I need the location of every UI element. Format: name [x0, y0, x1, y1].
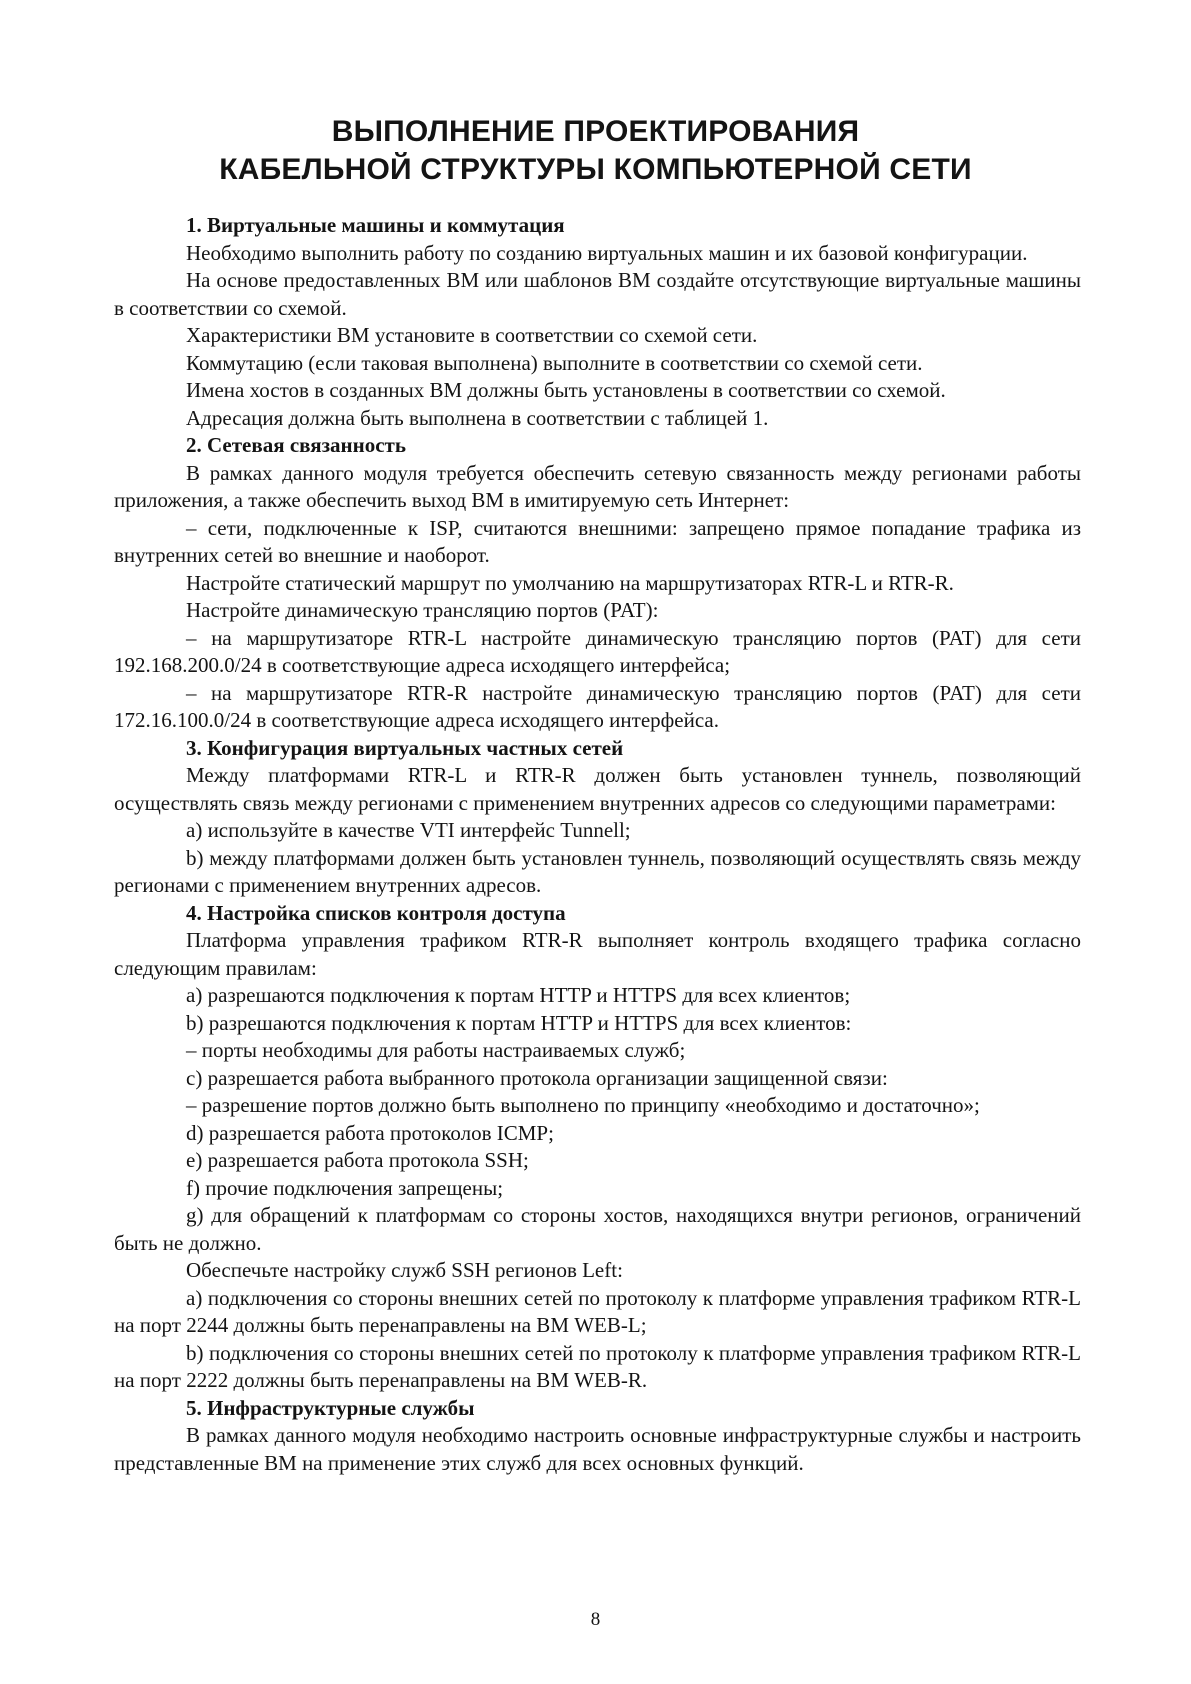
body-paragraph: – разрешение портов должно быть выполнено по принципу «необходимо и достаточно»;	[186, 1093, 980, 1117]
body-paragraph: Характеристики ВМ установите в соответствии со схемой сети.	[186, 323, 758, 347]
body-paragraph: d) разрешается работа протоколов ICMP;	[186, 1120, 554, 1145]
body-paragraph: b) между платформами должен быть установлен туннель, позволяющий осуществлять связь между регионами с применением внутренних адресов.	[114, 845, 1081, 897]
body-paragraph: – сети, подключенные к ISP, считаются внешними: запрещено прямое попадание трафика из внутренних сетей во внешние и наоборот.	[114, 515, 1081, 567]
page-title	[0, 113, 1191, 189]
body-paragraph: Обеспечьте настройку служб SSH регионов Left:	[186, 1258, 623, 1282]
body-paragraph: g) для обращений к платформам со стороны хостов, находящихся внутри регионов, ограничений быть не должно.	[114, 1203, 1081, 1255]
body-paragraph: Настройте статический маршрут по умолчанию на маршрутизаторах RTR-L и RTR-R.	[186, 570, 954, 595]
body-paragraph: – на маршрутизаторе RTR-L настройте динамическую трансляцию портов (PAT) для сети 192.168.200.0/24 в соответствующие адреса исходящего интерфейса;	[114, 625, 1081, 677]
section-heading: 1. Виртуальные машины и коммутация	[186, 213, 565, 237]
body-paragraph: a) используйте в качестве VTI интерфейс Tunnell;	[186, 818, 631, 842]
body-paragraph: На основе предоставленных ВМ или шаблонов ВМ создайте отсутствующие виртуальные машины в соответствии со схемой.	[114, 268, 1081, 320]
body-paragraph: Настройте динамическую трансляцию портов (PAT):	[186, 598, 659, 622]
body-paragraph: В рамках данного модуля требуется обеспечить сетевую связанность между регионами работы приложения, а также обеспечить выход ВМ в имитируемую сеть Интернет:	[114, 460, 1081, 512]
section-heading: 3. Конфигурация виртуальных частных сетей	[186, 735, 624, 760]
page-number: 8	[590, 1609, 601, 1630]
body-paragraph: Необходимо выполнить работу по созданию виртуальных машин и их базовой конфигурации.	[186, 240, 1028, 265]
body-paragraph: b) подключения со стороны внешних сетей по протоколу к платформе управления трафиком RTR-L на порт 2222 должны быть перенаправлены на ВМ WEB-R.	[114, 1340, 1081, 1392]
body-paragraph: – на маршрутизаторе RTR-R настройте динамическую трансляцию портов (PAT) для сети 172.16.100.0/24 в соответствующие адреса исходящего интерфейса.	[114, 680, 1081, 732]
body-paragraph: – порты необходимы для работы настраиваемых служб;	[186, 1038, 686, 1062]
page-title-line-2: КАБЕЛЬНОЙ СТРУКТУРЫ КОМПЬЮТЕРНОЙ СЕТИ	[219, 153, 972, 186]
document-body	[114, 212, 1081, 1477]
body-paragraph: Между платформами RTR-L и RTR-R должен быть установлен туннель, позволяющий осуществлять связь между регионами с применением внутренних адресов со следующими параметрами:	[114, 763, 1081, 815]
body-paragraph: Адресация должна быть выполнена в соответствии с таблицей 1.	[186, 405, 769, 430]
body-paragraph: Коммутацию (если таковая выполнена) выполните в соответствии со схемой сети.	[186, 350, 923, 375]
page-title-line-1: ВЫПОЛНЕНИЕ ПРОЕКТИРОВАНИЯ	[331, 115, 860, 148]
body-paragraph: Платформа управления трафиком RTR-R выполняет контроль входящего трафика согласно следующим правилам:	[114, 928, 1081, 980]
body-paragraph: Имена хостов в созданных ВМ должны быть установлены в соответствии со схемой.	[186, 378, 946, 402]
body-paragraph: В рамках данного модуля необходимо настроить основные инфраструктурные службы и настроить представленные ВМ на применение этих служб для всех основных функций.	[114, 1423, 1081, 1475]
body-paragraph: a) подключения со стороны внешних сетей по протоколу к платформе управления трафиком RTR-L на порт 2244 должны быть перенаправлены на ВМ WEB-L;	[114, 1285, 1081, 1337]
body-paragraph: f) прочие подключения запрещены;	[186, 1175, 504, 1200]
body-paragraph: a) разрешаются подключения к портам HTTP и HTTPS для всех клиентов;	[186, 983, 851, 1007]
section-heading: 4. Настройка списков контроля доступа	[186, 900, 566, 925]
body-paragraph: b) разрешаются подключения к портам HTTP и HTTPS для всех клиентов:	[186, 1010, 852, 1035]
body-paragraph: c) разрешается работа выбранного протокола организации защищенной связи:	[186, 1065, 888, 1090]
section-heading: 5. Инфраструктурные службы	[186, 1395, 475, 1420]
section-heading: 2. Сетевая связанность	[186, 433, 406, 457]
body-paragraph: e) разрешается работа протокола SSH;	[186, 1148, 529, 1172]
